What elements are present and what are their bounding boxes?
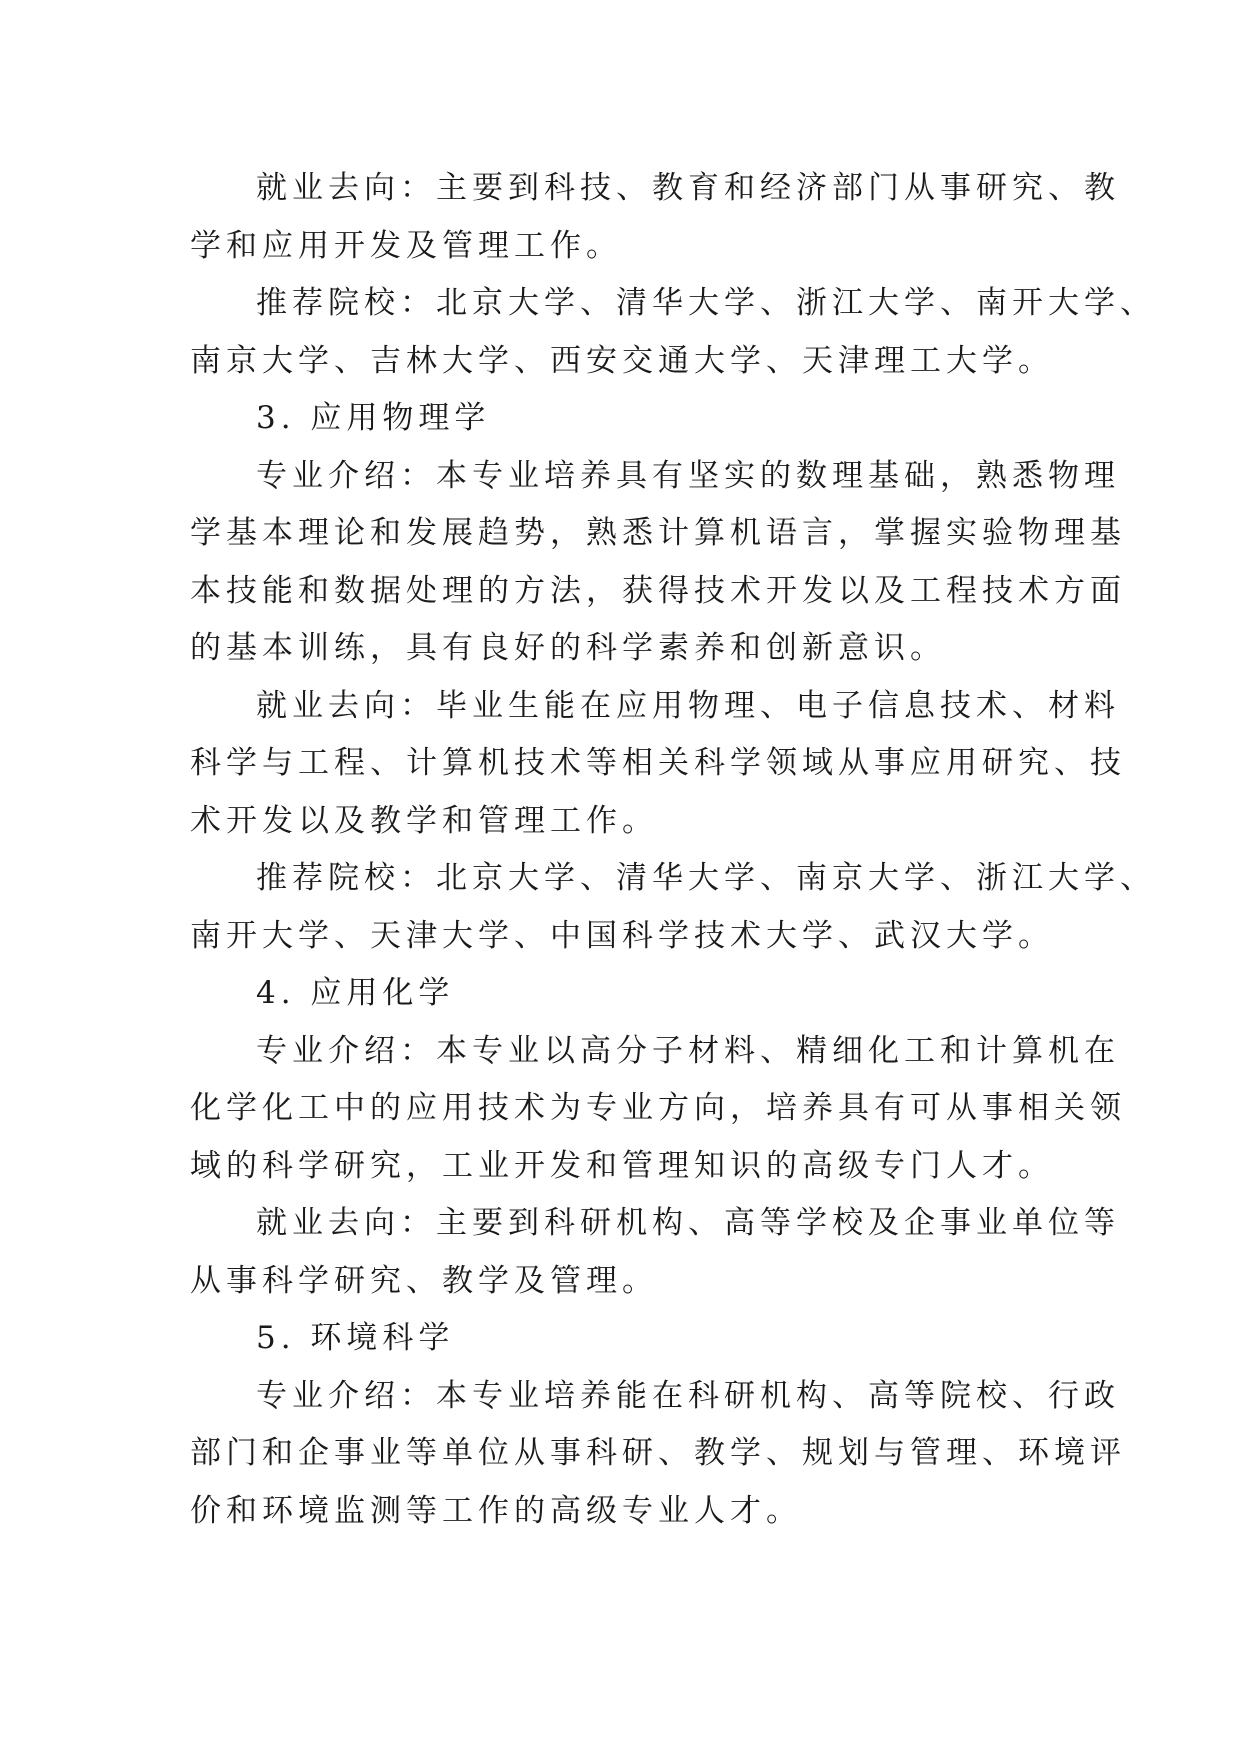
paragraph-line: 部门和企事业等单位从事科研、教学、规划与管理、环境评 (190, 1435, 1126, 1471)
paragraph-line: 就业去向：主要到科技、教育和经济部门从事研究、教 (256, 170, 1120, 206)
paragraph-line: 价和环境监测等工作的高级专业人才。 (190, 1493, 802, 1529)
section-heading: 3. 应用物理学 (256, 400, 491, 436)
section-heading: 4. 应用化学 (256, 975, 455, 1011)
paragraph-line: 推荐院校：北京大学、清华大学、南京大学、浙江大学、 (256, 860, 1156, 896)
section-heading: 5. 环境科学 (256, 1320, 455, 1356)
paragraph-line: 南京大学、吉林大学、西安交通大学、天津理工大学。 (190, 343, 1054, 379)
paragraph-line: 就业去向：毕业生能在应用物理、电子信息技术、材料 (256, 688, 1120, 724)
paragraph-line: 化学化工中的应用技术为专业方向，培养具有可从事相关领 (190, 1090, 1126, 1126)
paragraph-line: 专业介绍：本专业培养具有坚实的数理基础，熟悉物理 (256, 458, 1120, 494)
paragraph-line: 推荐院校：北京大学、清华大学、浙江大学、南开大学、 (256, 285, 1156, 321)
paragraph-line: 南开大学、天津大学、中国科学技术大学、武汉大学。 (190, 918, 1054, 954)
paragraph-line: 从事科学研究、教学及管理。 (190, 1263, 658, 1299)
paragraph-line: 专业介绍：本专业培养能在科研机构、高等院校、行政 (256, 1378, 1120, 1414)
paragraph-line: 学基本理论和发展趋势，熟悉计算机语言，掌握实验物理基 (190, 515, 1126, 551)
paragraph-line: 就业去向：主要到科研机构、高等学校及企事业单位等 (256, 1205, 1120, 1241)
paragraph-line: 术开发以及教学和管理工作。 (190, 803, 658, 839)
paragraph-line: 的基本训练，具有良好的科学素养和创新意识。 (190, 630, 946, 666)
paragraph-line: 本技能和数据处理的方法，获得技术开发以及工程技术方面 (190, 573, 1126, 609)
paragraph-line: 专业介绍：本专业以高分子材料、精细化工和计算机在 (256, 1033, 1120, 1069)
paragraph-line: 科学与工程、计算机技术等相关科学领域从事应用研究、技 (190, 745, 1126, 781)
paragraph-line: 学和应用开发及管理工作。 (190, 228, 622, 264)
paragraph-line: 域的科学研究，工业开发和管理知识的高级专门人才。 (190, 1148, 1054, 1184)
